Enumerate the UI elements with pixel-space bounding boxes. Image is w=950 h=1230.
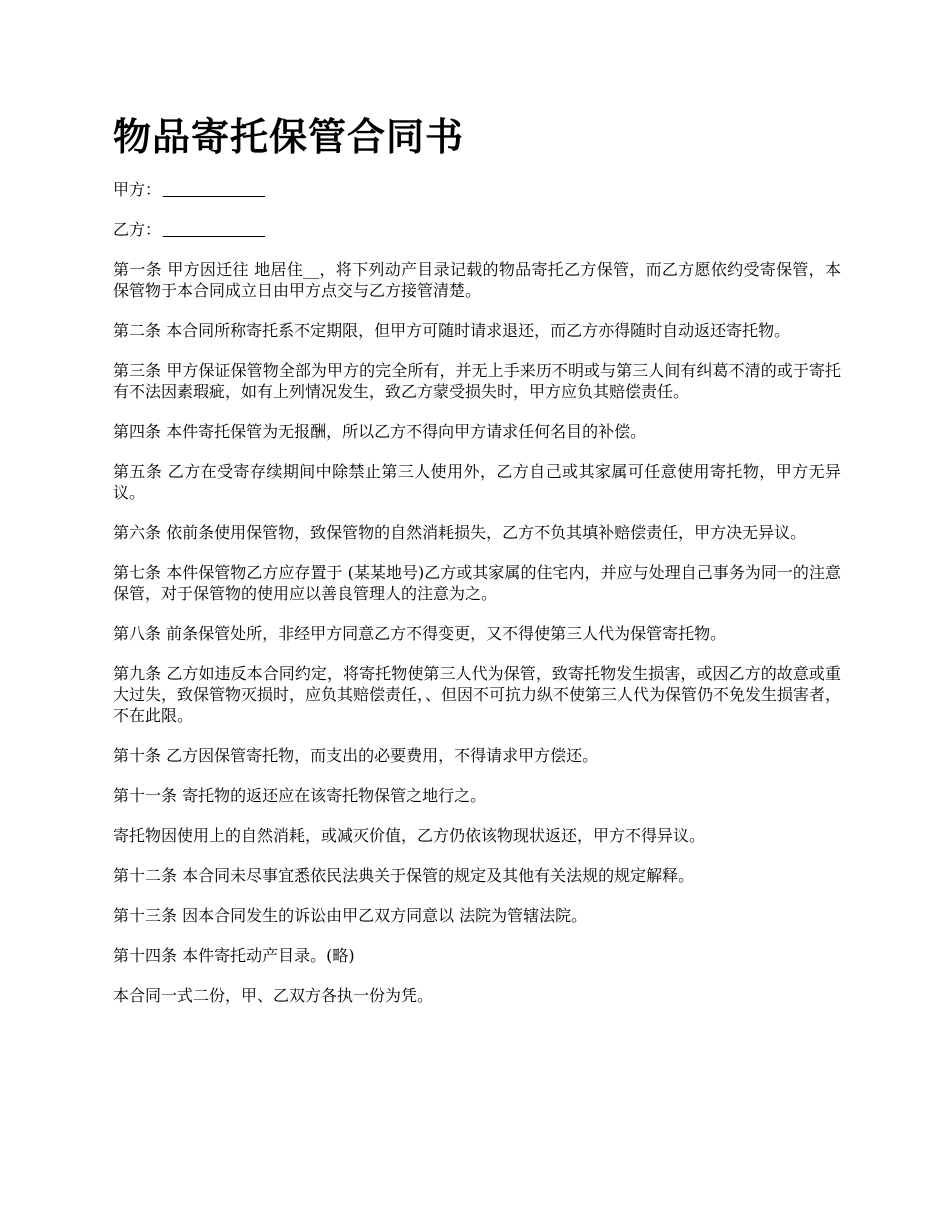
clause-11-supplement: 寄托物因使用上的自然消耗，或减灭价值，乙方仍依该物现状返还，甲方不得异议。 <box>113 826 706 845</box>
party-a-line <box>113 179 841 200</box>
party-a-blank <box>163 180 265 197</box>
party-b-line <box>113 219 841 240</box>
clause-4: 第四条 本件寄托保管为无报酬，所以乙方不得向甲方请求任何名目的补偿。 <box>113 422 647 441</box>
clause-2: 第二条 本合同所称寄托系不定期限，但甲方可随时请求退还，而乙方亦得随时自动返还寄托物。 <box>113 321 791 340</box>
clause-10: 第十条 乙方因保管寄托物，而支出的必要费用，不得请求甲方偿还。 <box>113 746 599 765</box>
clause-5: 第五条 乙方在受寄存续期间中除禁止第三人使用外，乙方自己或其家属可任意使用寄托物，甲方无异议。 <box>113 462 841 502</box>
clause-7: 第七条 本件保管物乙方应存置于 (某某地号)乙方或其家属的住宅内，并应与处理自己事务为同一的注意保管，对于保管物的使用应以善良管理人的注意为之。 <box>113 563 841 603</box>
document-page <box>113 112 841 1025</box>
clause-9: 第九条 乙方如违反本合同约定，将寄托物使第三人代为保管，致寄托物发生损害，或因乙方的故意或重大过失，致保管物灭损时，应负其赔偿责任，、但因不可抗力纵不使第三人代为保管仍不免发生损害者，不在此限。 <box>113 664 842 725</box>
clause-6: 第六条 依前条使用保管物，致保管物的自然消耗损失，乙方不负其填补赔偿责任，甲方决无异议。 <box>113 523 807 542</box>
clause-11: 第十一条 寄托物的返还应在该寄托物保管之地行之。 <box>113 786 487 805</box>
closing-statement: 本合同一式二份，甲、乙双方各执一份为凭。 <box>113 986 434 1005</box>
clause-13: 第十三条 因本合同发生的诉讼由甲乙双方同意以 法院为管辖法院。 <box>113 906 588 925</box>
clause-1: 第一条 甲方因迁往 地居住__，将下列动产目录记载的物品寄托乙方保管，而乙方愿依约受寄保管，本保管物于本合同成立日由甲方点交与乙方接管清楚。 <box>113 260 841 300</box>
clause-14: 第十四条 本件寄托动产目录。(略) <box>113 946 355 965</box>
clause-12: 第十二条 本合同未尽事宜悉依民法典关于保管的规定及其他有关法规的规定解释。 <box>113 866 695 885</box>
document-title: 物品寄托保管合同书 <box>113 114 465 159</box>
party-b-blank <box>163 220 265 237</box>
clause-3: 第三条 甲方保证保管物全部为甲方的完全所有，并无上手来历不明或与第三人间有纠葛不清的或于寄托有不法因素瑕疵，如有上列情况发生，致乙方蒙受损失时，甲方应负其赔偿责任。 <box>113 361 841 401</box>
party-a-label: 甲方： <box>113 180 162 199</box>
clause-8: 第八条 前条保管处所，非经甲方同意乙方不得变更，又不得使第三人代为保管寄托物。 <box>113 624 727 643</box>
party-b-label: 乙方： <box>113 220 162 239</box>
